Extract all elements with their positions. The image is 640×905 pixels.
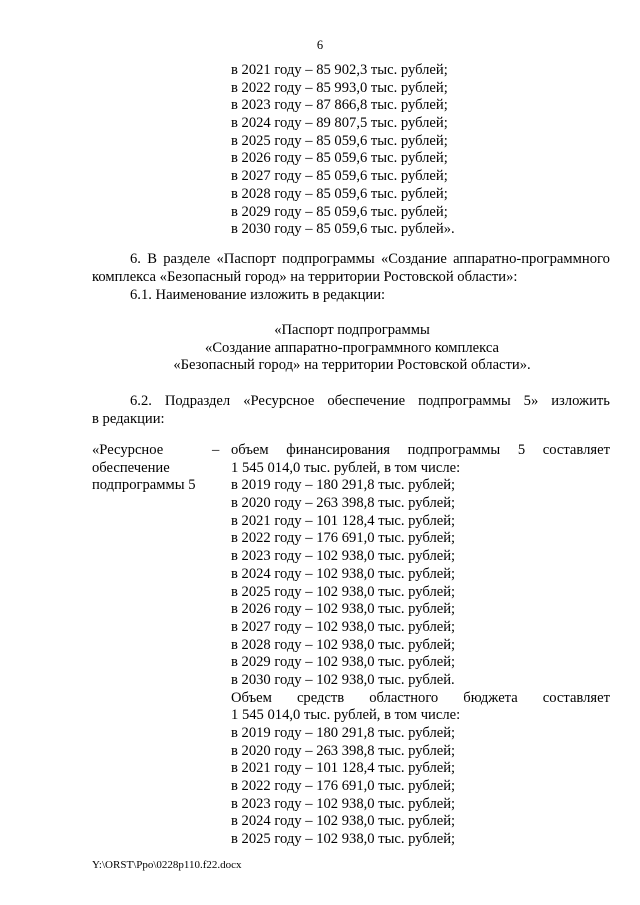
list-item: в 2022 году – 85 993,0 тыс. рублей; [231, 79, 448, 96]
list-item: в 2030 году – 85 059,6 тыс. рублей». [231, 221, 455, 238]
list-item: в 2023 году – 102 938,0 тыс. рублей; [231, 548, 456, 565]
list-item: в 2029 году – 102 938,0 тыс. рублей; [231, 654, 456, 671]
word: «Ресурсное [243, 393, 315, 409]
resources-label [92, 442, 204, 495]
list-item: в 2026 году – 102 938,0 тыс. рублей; [231, 601, 456, 618]
resources-label-line: «Ресурсное [92, 442, 164, 458]
financing-total: 1 545 014,0 тыс. рублей, в том числе: [231, 459, 461, 476]
word: 5» [523, 393, 539, 409]
list-item: в 2021 году – 101 128,4 тыс. рублей; [231, 512, 456, 529]
list-item: в 2022 году – 176 691,0 тыс. рублей; [231, 530, 456, 547]
resources-label-line: обеспечение [92, 459, 170, 476]
list-item: в 2019 году – 180 291,8 тыс. рублей; [231, 725, 456, 741]
item-6-line-2: комплекса «Безопасный город» на территории Ростовской области»: [92, 268, 518, 285]
list-item: в 2029 году – 85 059,6 тыс. рублей; [231, 203, 448, 220]
word: средств [296, 689, 345, 706]
word: подпрограммы [418, 393, 511, 409]
word: объем [231, 442, 269, 458]
list-item: в 2025 году – 102 938,0 тыс. рублей; [231, 831, 456, 848]
passport-title-line: «Паспорт подпрограммы [274, 322, 430, 338]
list-item: в 2022 году – 176 691,0 тыс. рублей; [231, 778, 456, 795]
word: 6.2. [130, 393, 152, 409]
word: бюджета [463, 689, 518, 706]
item-6-line-1 [130, 251, 610, 269]
passport-title-line: «Создание аппаратно-программного комплекса [205, 339, 499, 356]
word: разделе [163, 251, 211, 267]
item-6-2-line-2: в редакции: [92, 410, 165, 427]
word: Объем [231, 689, 272, 706]
list-item: в 2021 году – 101 128,4 тыс. рублей; [231, 760, 456, 777]
list-item: в 2026 году – 85 059,6 тыс. рублей; [231, 150, 448, 167]
resources-label-line: подпрограммы 5 [92, 477, 196, 494]
footer-file-path: Y:\ORST\Ppo\0228p110.f22.docx [92, 859, 242, 871]
resources-dash: – [212, 442, 220, 458]
word: «Создание [381, 251, 447, 267]
financing-heading [231, 442, 610, 460]
item-6-2-paragraph [92, 393, 610, 428]
word: «Паспорт [216, 251, 276, 267]
list-item: в 2020 году – 263 398,8 тыс. рублей; [231, 742, 456, 759]
regional-budget-total: 1 545 014,0 тыс. рублей, в том числе: [231, 707, 461, 724]
passport-title-line: «Безопасный город» на территории Ростовской области». [173, 357, 531, 374]
list-item: в 2020 году – 263 398,8 тыс. рублей; [231, 495, 456, 512]
word: финансирования [286, 442, 391, 458]
list-item: в 2027 году – 85 059,6 тыс. рублей; [231, 168, 448, 185]
list-item: в 2024 году – 102 938,0 тыс. рублей; [231, 565, 456, 582]
word: составляет [542, 442, 610, 458]
list-item: в 2023 году – 87 866,8 тыс. рублей; [231, 97, 448, 114]
list-item: в 2021 году – 85 902,3 тыс. рублей; [231, 62, 448, 78]
list-item: в 2028 году – 85 059,6 тыс. рублей; [231, 185, 448, 202]
regional-budget-heading [231, 690, 610, 708]
list-item: в 2023 году – 102 938,0 тыс. рублей; [231, 795, 456, 812]
list-item: в 2027 году – 102 938,0 тыс. рублей; [231, 618, 456, 635]
word: изложить [551, 393, 610, 409]
list-item: в 2024 году – 89 807,5 тыс. рублей; [231, 115, 448, 132]
page-number: 6 [316, 38, 324, 52]
item-6-1-paragraph: 6.1. Наименование изложить в редакции: [130, 287, 386, 303]
word: обеспечение [327, 393, 406, 409]
word: Подраздел [164, 393, 231, 409]
item-6-2-line-1 [130, 393, 610, 411]
word: 5 [517, 442, 526, 458]
passport-title [172, 322, 532, 375]
list-item: в 2028 году – 102 938,0 тыс. рублей; [231, 636, 456, 653]
word: 6. [130, 251, 141, 267]
list-item: в 2025 году – 85 059,6 тыс. рублей; [231, 132, 448, 149]
item-6-paragraph [92, 251, 610, 286]
list-item: в 2025 году – 102 938,0 тыс. рублей; [231, 583, 456, 600]
word: составляет [542, 689, 610, 706]
list-item: в 2019 году – 180 291,8 тыс. рублей; [231, 477, 456, 494]
word: подпрограммы [282, 251, 375, 267]
top-year-list [231, 62, 455, 239]
word: областного [369, 689, 439, 706]
list-item: в 2024 году – 102 938,0 тыс. рублей; [231, 813, 456, 830]
resources-details [231, 442, 610, 849]
list-item: в 2030 году – 102 938,0 тыс. рублей. [231, 671, 455, 688]
word: аппаратно-программного [453, 251, 610, 267]
word: подпрограммы [407, 442, 501, 458]
word: В [147, 251, 157, 267]
